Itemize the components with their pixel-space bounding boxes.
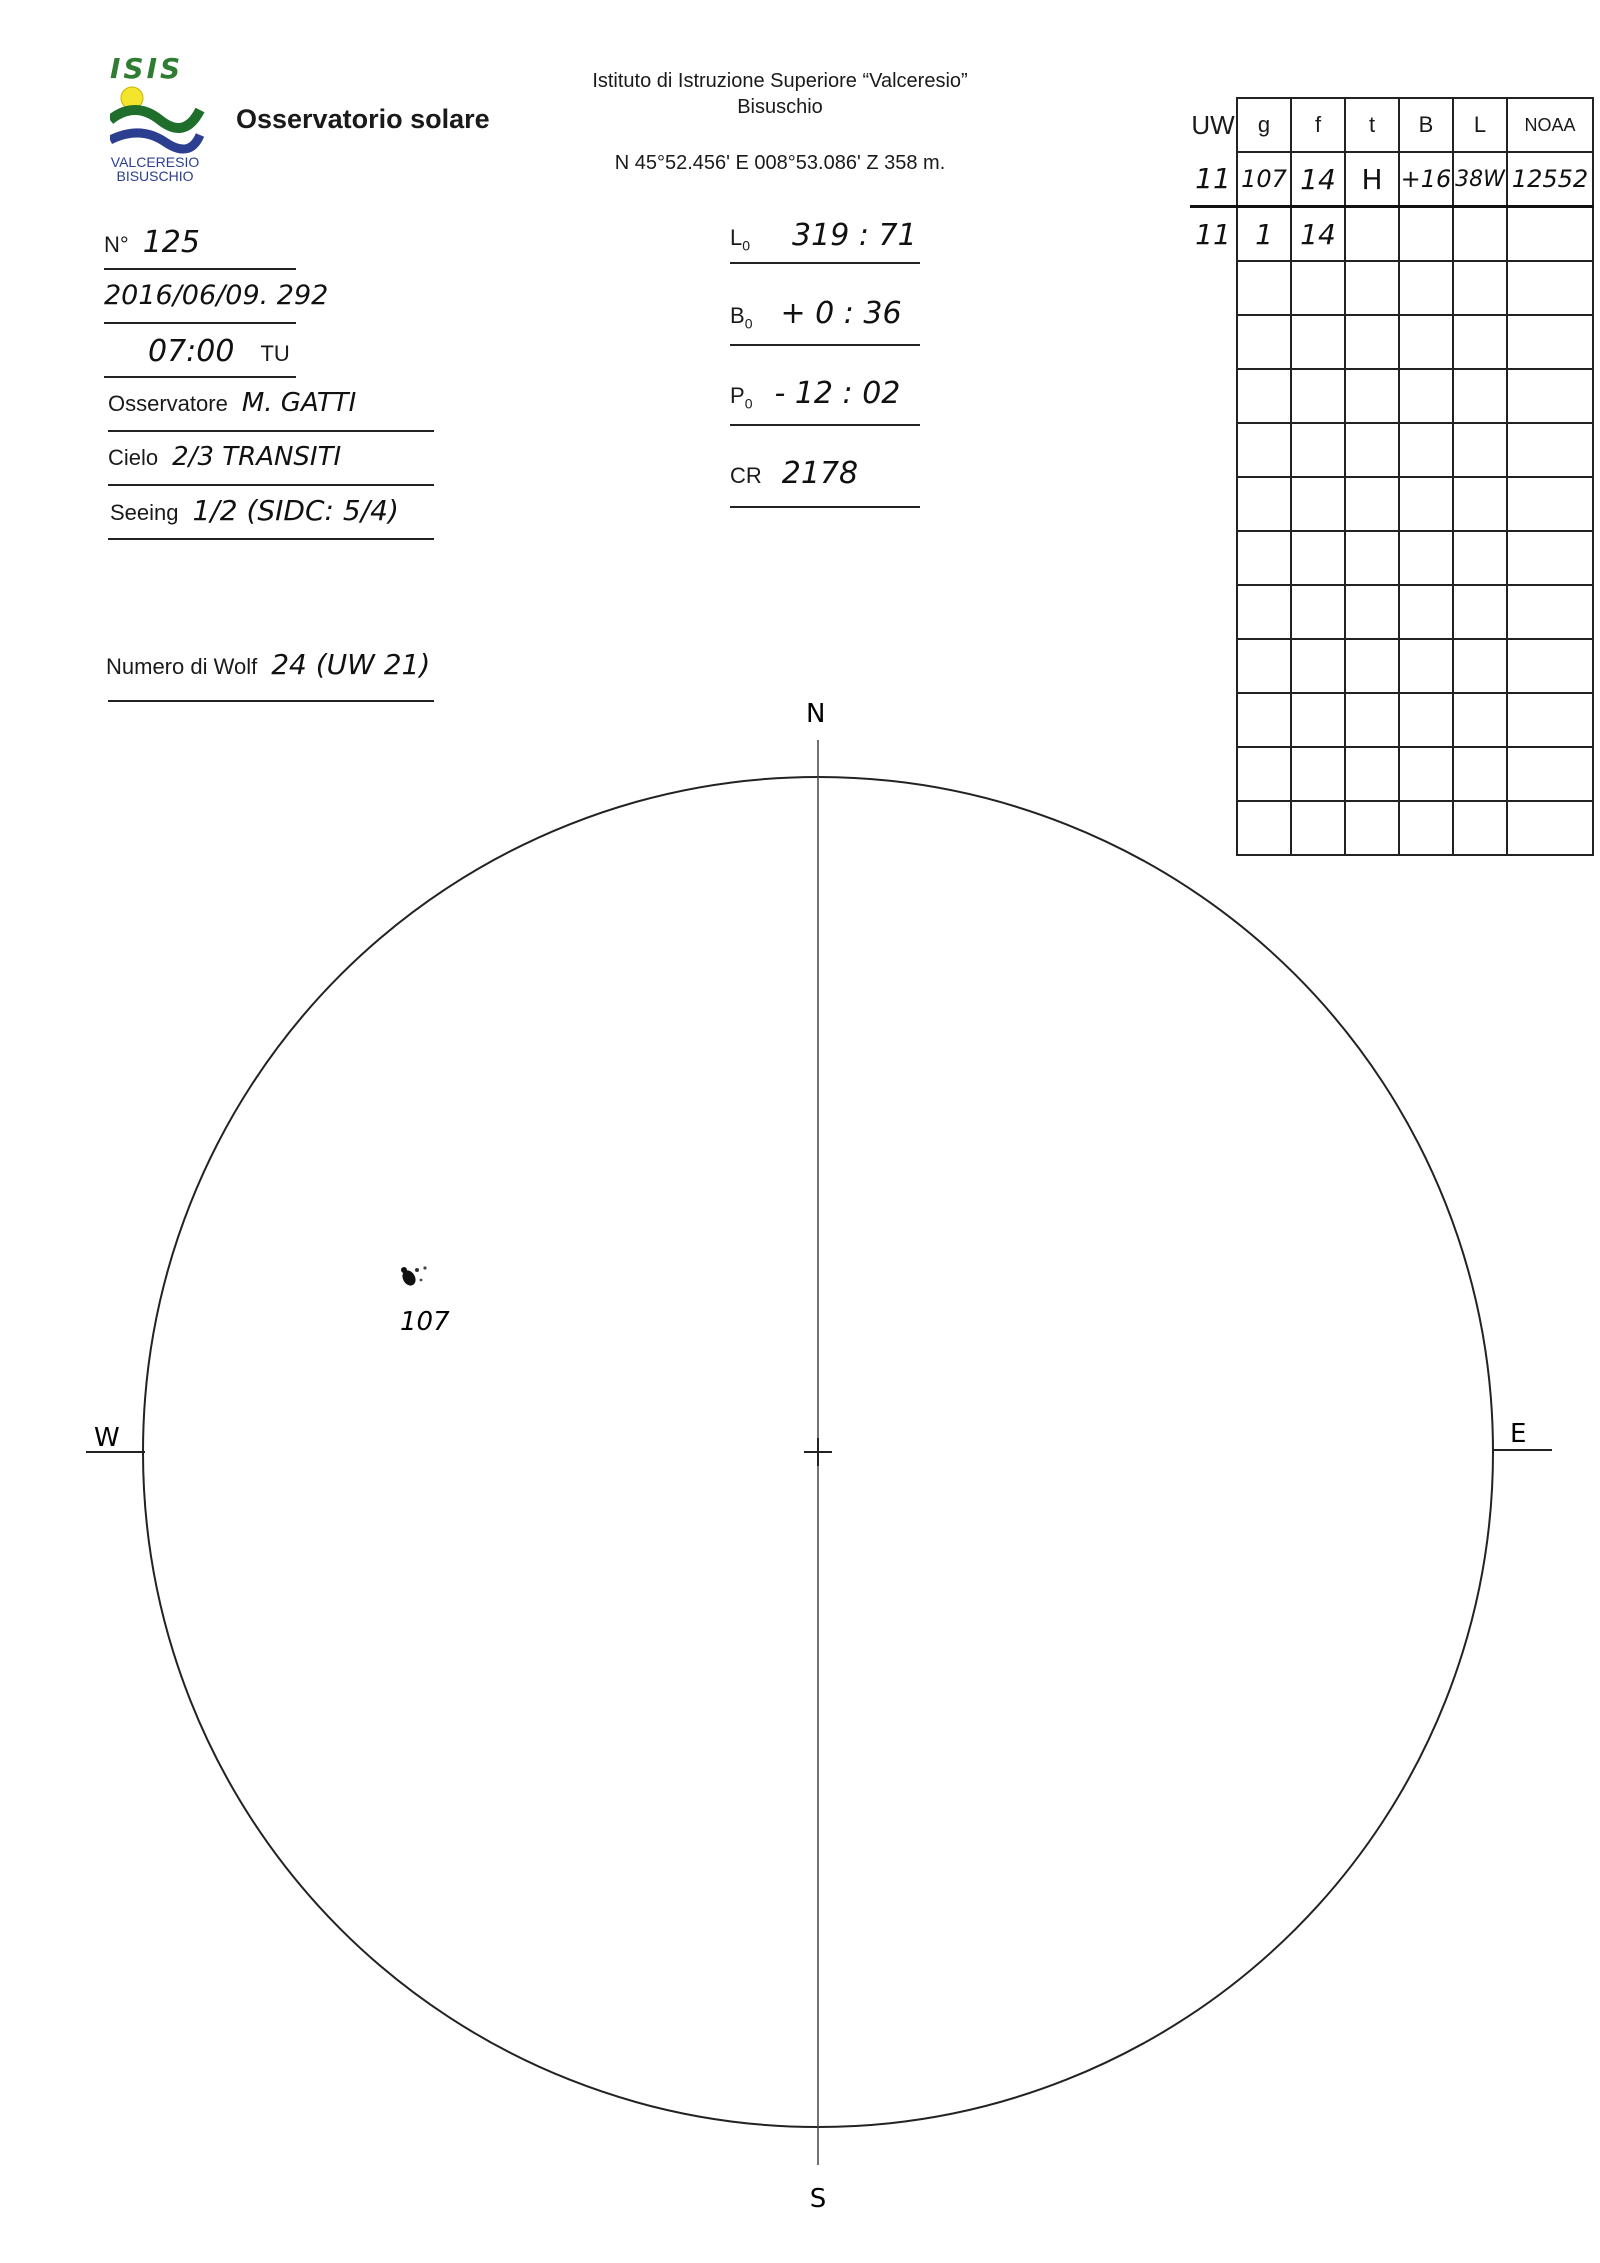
date-value: 2016/06/09. 292 xyxy=(104,280,329,311)
cr-label: CR xyxy=(730,463,762,488)
institute-line2: Bisuschio xyxy=(737,96,823,118)
sunspot xyxy=(401,1267,407,1273)
table-cell: 1 xyxy=(1237,207,1291,262)
page-title: Osservatorio solare xyxy=(236,104,490,134)
table-cell: 11 xyxy=(1190,207,1237,262)
p0-label: $P_0$ xyxy=(730,383,753,412)
observer-value: M. GATTI xyxy=(241,388,357,418)
p0-value: - 12 : 02 xyxy=(774,376,901,411)
number-label: N° xyxy=(104,232,129,257)
l0-label: $L_0$ xyxy=(730,225,751,254)
observer-label: Osservatore xyxy=(108,391,228,416)
b0-label: $B_0$ xyxy=(730,303,753,332)
sunspot-group-107 xyxy=(400,1266,427,1288)
header-noaa: NOAA xyxy=(1507,98,1593,152)
header-g: g xyxy=(1237,98,1291,152)
sunspot xyxy=(423,1266,426,1269)
table-cell: 107 xyxy=(1237,152,1291,207)
cr-value: 2178 xyxy=(781,456,859,491)
header-l: L xyxy=(1453,98,1507,152)
west-label: W xyxy=(94,1423,120,1453)
table-cell: 14 xyxy=(1291,207,1345,262)
north-label: N xyxy=(806,699,826,729)
logo-caption-line1: VALCERESIO xyxy=(110,154,200,170)
seeing-label: Seeing xyxy=(110,500,179,525)
number-value: 125 xyxy=(142,225,200,260)
header-f: f xyxy=(1291,98,1345,152)
l0-value: 319 : 71 xyxy=(792,218,917,253)
sunspot xyxy=(420,1279,423,1282)
east-label: E xyxy=(1510,1419,1527,1449)
institute-line1: Istituto di Istruzione Superiore “Valceresio” xyxy=(592,70,968,92)
table-cell: 14 xyxy=(1291,152,1345,207)
sky-label: Cielo xyxy=(108,445,159,470)
table-cell: +16 xyxy=(1399,152,1453,207)
logo-text: ISIS xyxy=(110,52,184,85)
table-cell: 12552 xyxy=(1507,152,1593,207)
logo-caption-line2: BISUSCHIO xyxy=(116,168,194,184)
table-cell: 11 xyxy=(1190,152,1237,207)
header-b: B xyxy=(1399,98,1453,152)
table-cell: H xyxy=(1345,152,1399,207)
b0-value: + 0 : 36 xyxy=(780,296,902,331)
time-unit: TU xyxy=(260,341,290,366)
sunspot xyxy=(415,1268,419,1272)
group-label-107: 107 xyxy=(400,1307,450,1337)
south-label: S xyxy=(809,2184,827,2214)
wolf-value: 24 (UW 21) xyxy=(271,648,431,681)
sky-value: 2/3 TRANSITI xyxy=(172,442,342,472)
seeing-value: 1/2 (SIDC: 5/4) xyxy=(192,494,399,527)
table-cell: 38W xyxy=(1453,152,1507,207)
observatory-coordinates: N 45°52.456' E 008°53.086' Z 358 m. xyxy=(614,152,946,174)
time-value: 07:00 xyxy=(148,334,235,369)
wolf-label: Numero di Wolf xyxy=(106,654,258,679)
header-uw: UW xyxy=(1190,98,1237,152)
header-t: t xyxy=(1345,98,1399,152)
